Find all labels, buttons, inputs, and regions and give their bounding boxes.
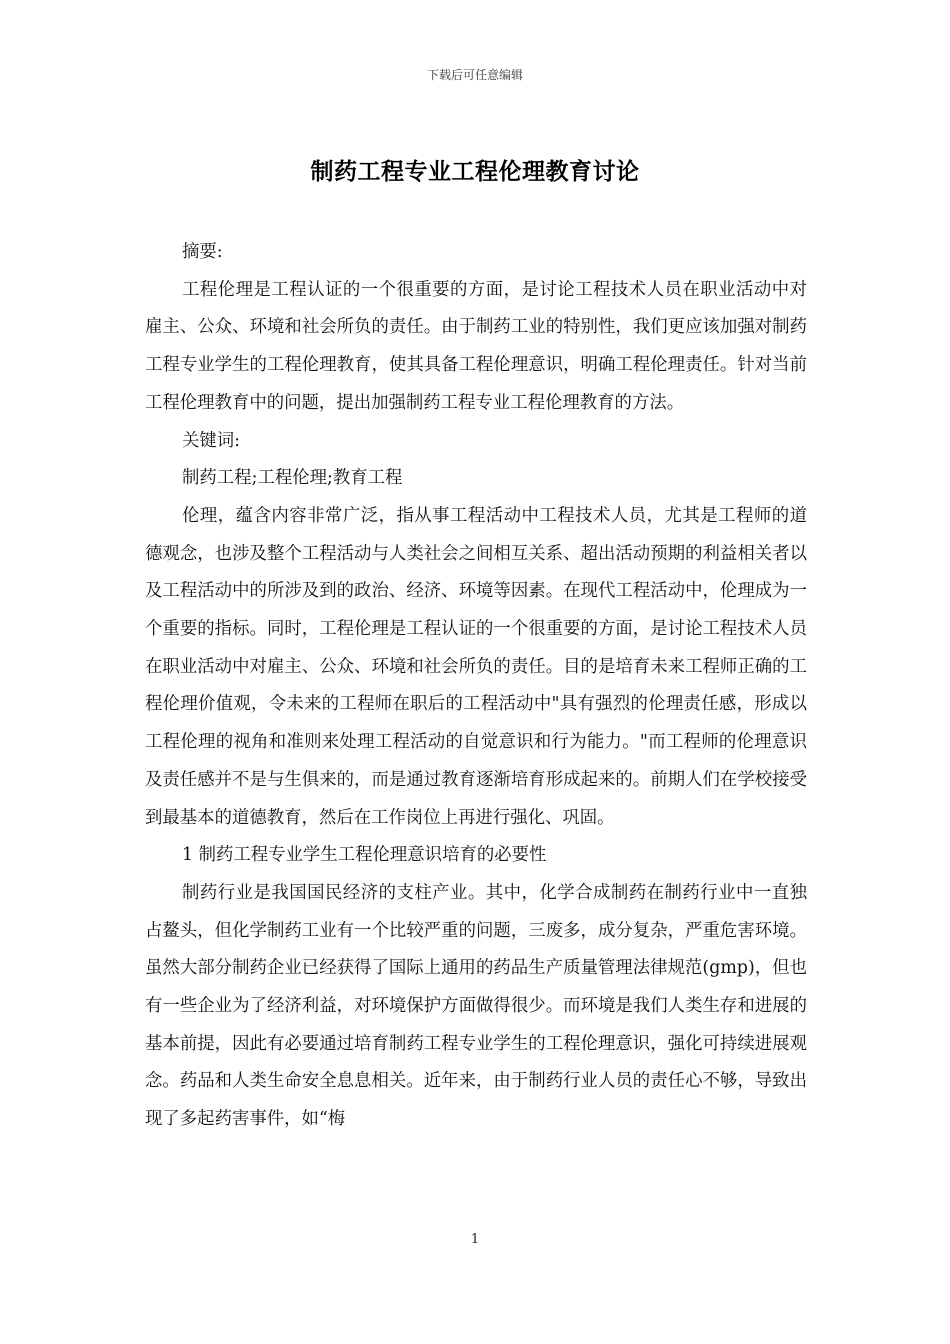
keywords-heading: 关键词: xyxy=(182,430,241,451)
body-paragraph: 伦理，蕴含内容非常广泛，指从事工程活动中工程技术人员，尤其是工程师的道德观念，也涉及整个工程活动与人类社会之间相互关系、超出活动预期的利益相关者以及工程活动中的所涉及到的政治、经济、环境等因素。在现代工程活动中，伦理成为一个重要的指标。同时，工程伦理是工程认证的一个很重要的方面，是讨论工程技术人员在职业活动中对雇主、公众、环境和社会所负的责任。目的是培育未来工程师正确的工程伦理价值观，令未来的工程师在职后的工程活动中"具有强烈的伦理责任感，形成以工程伦理的视角和准则来处理工程活动的自觉意识和行为能力。"而工程师的伦理意识及责任感并不是与生俱来的，而是通过教育逐渐培育形成起来的。前期人们在学校接受到最基本的道德教育，然后在工作岗位上再进行强化、巩固。 xyxy=(145,505,807,828)
page-header: 下载后可任意编辑 xyxy=(426,68,523,82)
document-title: 制药工程专业工程伦理教育讨论 xyxy=(310,158,640,185)
abstract-paragraph: 工程伦理是工程认证的一个很重要的方面，是讨论工程技术人员在职业活动中对雇主、公众、环境和社会所负的责任。由于制药工业的特别性，我们更应该加强对制药工程专业学生的工程伦理教育，使其具备工程伦理意识，明确工程伦理责任。针对当前工程伦理教育中的问题，提出加强制药工程专业工程伦理教育的方法。 xyxy=(145,279,807,413)
abstract-heading: 摘要: xyxy=(182,242,223,262)
body-paragraph: 制药行业是我国国民经济的支柱产业。其中，化学合成制药在制药行业中一直独占鳌头，但化学制药工业有一个比较严重的问题，三废多，成分复杂，严重危害环境。虽然大部分制药企业已经获得了国际上通用的药品生产质量管理法律规范(gmp)，但也有一些企业为了经济利益，对环境保护方面做得很少。而环境是我们人类生存和进展的基本前提，因此有必要通过培育制药工程专业学生的工程伦理意识，强化可持续进展观念。药品和人类生命安全息息相关。近年来，由于制药行业人员的责任心不够，导致出现了多起药害事件，如“梅 xyxy=(145,882,807,1130)
page-number: 1 xyxy=(470,1232,480,1247)
keywords-list: 制药工程;工程伦理;教育工程 xyxy=(182,468,403,489)
document-body xyxy=(145,234,807,1139)
section-heading: 1 制药工程专业学生工程伦理意识培育的必要性 xyxy=(182,845,547,866)
